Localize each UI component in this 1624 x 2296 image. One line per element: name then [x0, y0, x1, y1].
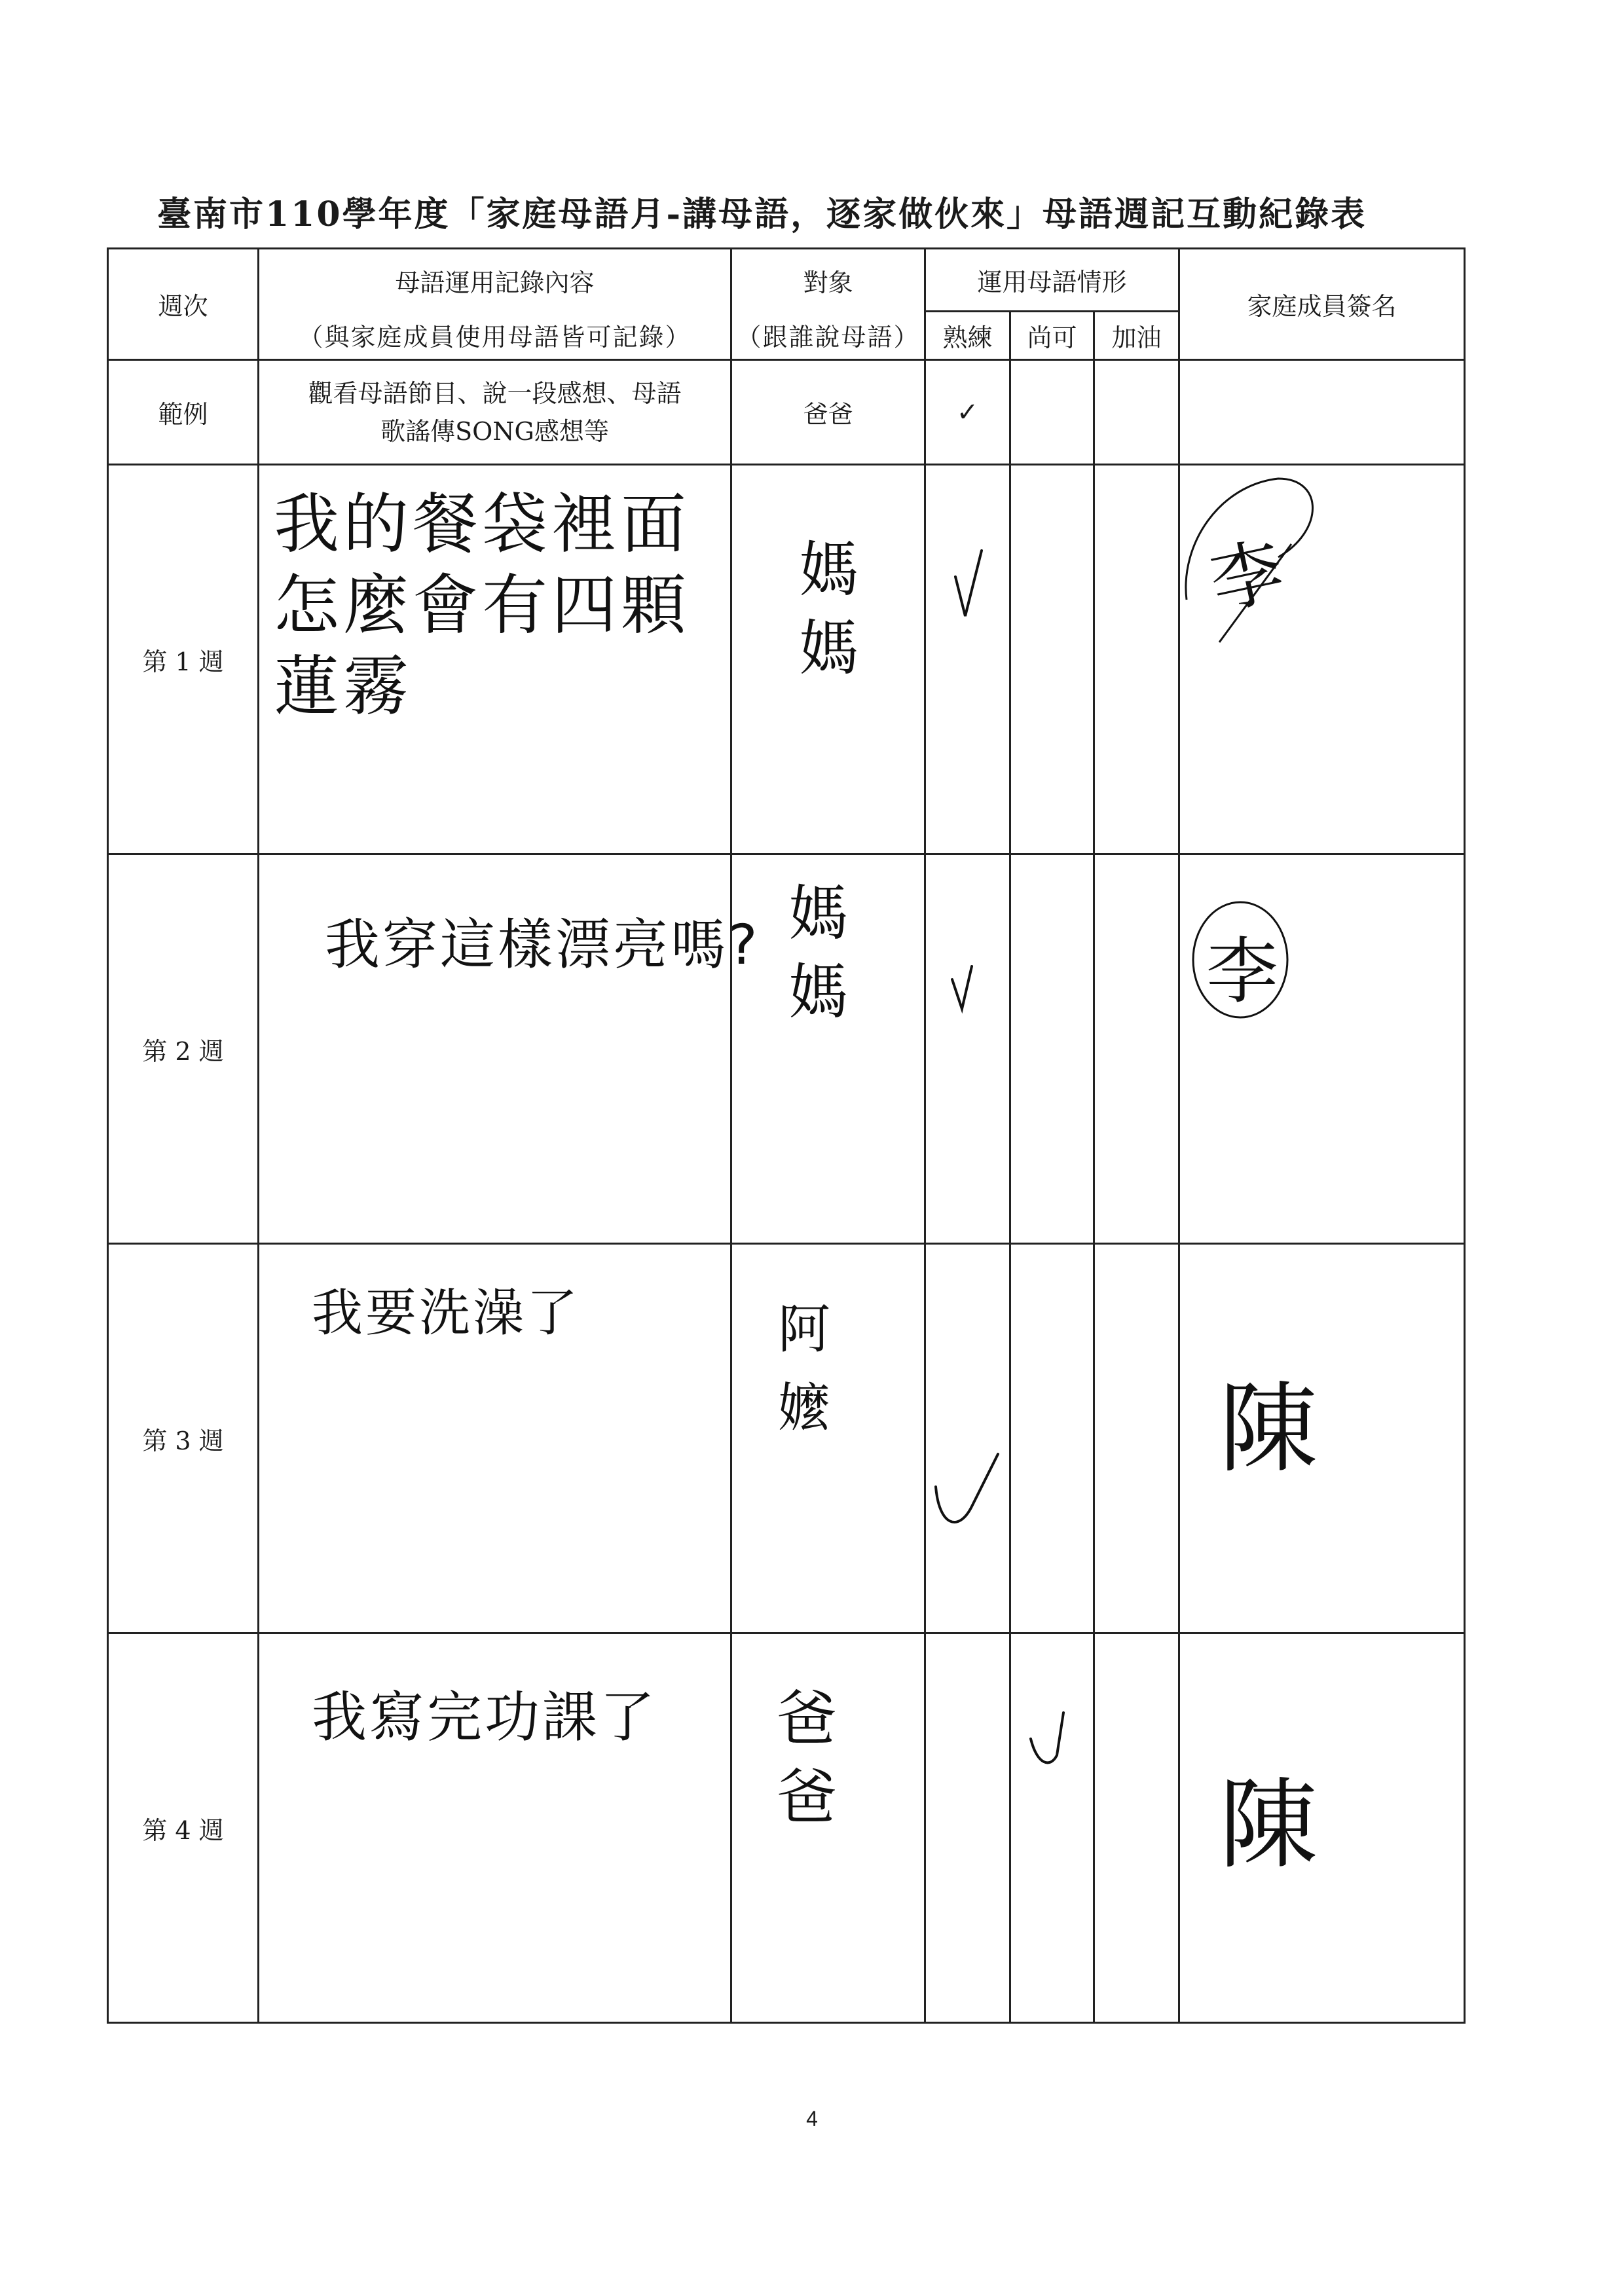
week-label: 第 1 週 [108, 465, 259, 854]
record-target [731, 465, 925, 854]
example-label: 範例 [108, 360, 259, 465]
handwritten-target: 媽媽 [798, 535, 859, 683]
header-signature: 家庭成員簽名 [1179, 249, 1465, 360]
header-okay: 尚可 [1010, 312, 1094, 360]
handwritten-target: 媽媽 [788, 879, 849, 1027]
header-target-note: （跟誰說母語） [731, 312, 925, 360]
check-mark-icon [1011, 1634, 1095, 1831]
example-check-fluent: ✓ [925, 360, 1010, 465]
example-check-try [1094, 360, 1179, 465]
check-fluent [925, 1633, 1010, 2023]
record-content [259, 854, 760, 1244]
check-mark-icon [926, 1245, 1011, 1632]
signature-text: 陳 [1219, 1372, 1318, 1486]
check-okay [1010, 854, 1094, 1244]
check-mark-icon [926, 927, 1011, 1058]
record-content [259, 1633, 731, 2023]
handwritten-content: 我的餐袋裡面怎麼會有四顆蓮霧 [274, 486, 690, 725]
example-check-okay [1010, 360, 1094, 465]
signature-text: 李 [1203, 528, 1291, 625]
check-okay [1010, 1244, 1094, 1633]
check-try [1094, 465, 1179, 854]
table-row [108, 1633, 1465, 2023]
header-content: 母語運用記錄內容 [259, 249, 731, 312]
handwritten-content: 我穿這樣漂亮嗎? [325, 913, 760, 977]
check-try [1094, 854, 1179, 1244]
family-signature [1179, 465, 1465, 854]
week-label: 第 2 週 [108, 854, 259, 1244]
record-content [259, 1244, 731, 1633]
family-signature [1179, 1633, 1465, 2023]
check-mark-icon [926, 505, 1011, 675]
page-number: 4 [806, 2107, 818, 2130]
record-target [731, 1633, 925, 2023]
week-label: 第 4 週 [108, 1633, 259, 2023]
signature-text: 陳 [1219, 1768, 1318, 1882]
handwritten-target: 爸爸 [776, 1684, 837, 1832]
handwritten-content: 我寫完功課了 [312, 1685, 658, 1749]
handwritten-content: 我要洗澡了 [312, 1284, 581, 1343]
header-fluent: 熟練 [925, 312, 1010, 360]
example-target: 爸爸 [731, 360, 925, 465]
check-try [1094, 1244, 1179, 1633]
check-try [1094, 1633, 1179, 2023]
check-okay [1010, 465, 1094, 854]
page-title: 臺南市110學年度「家庭母語月-講母語，逐家做伙來」母語週記互動紀錄表 [157, 194, 1367, 234]
table-row [108, 854, 1465, 1244]
example-signature [1179, 360, 1465, 465]
example-row [108, 360, 1465, 465]
family-signature [1179, 1244, 1465, 1633]
family-signature [1179, 854, 1465, 1244]
weekly-record-table [107, 247, 1466, 2024]
signature-text: 李 [1206, 930, 1279, 1013]
table-row [108, 465, 1465, 854]
header-try-harder: 加油 [1094, 312, 1179, 360]
check-fluent [925, 465, 1010, 854]
header-content-note: （與家庭成員使用母語皆可記錄） [259, 312, 731, 360]
check-okay [1010, 1633, 1094, 2023]
table-row [108, 1244, 1465, 1633]
example-content: 觀看母語節目、說一段感想、母語歌謠傳SONG感想等 [259, 360, 731, 465]
check-fluent [925, 854, 1010, 1244]
week-label: 第 3 週 [108, 1244, 259, 1633]
record-target [731, 1244, 925, 1633]
record-target [731, 854, 925, 1244]
check-fluent [925, 1244, 1010, 1633]
header-usage: 運用母語情形 [925, 249, 1179, 312]
header-target: 對象 [731, 249, 925, 312]
record-content [259, 465, 731, 854]
header-week: 週次 [108, 249, 259, 360]
handwritten-target: 阿嬤 [778, 1299, 830, 1438]
